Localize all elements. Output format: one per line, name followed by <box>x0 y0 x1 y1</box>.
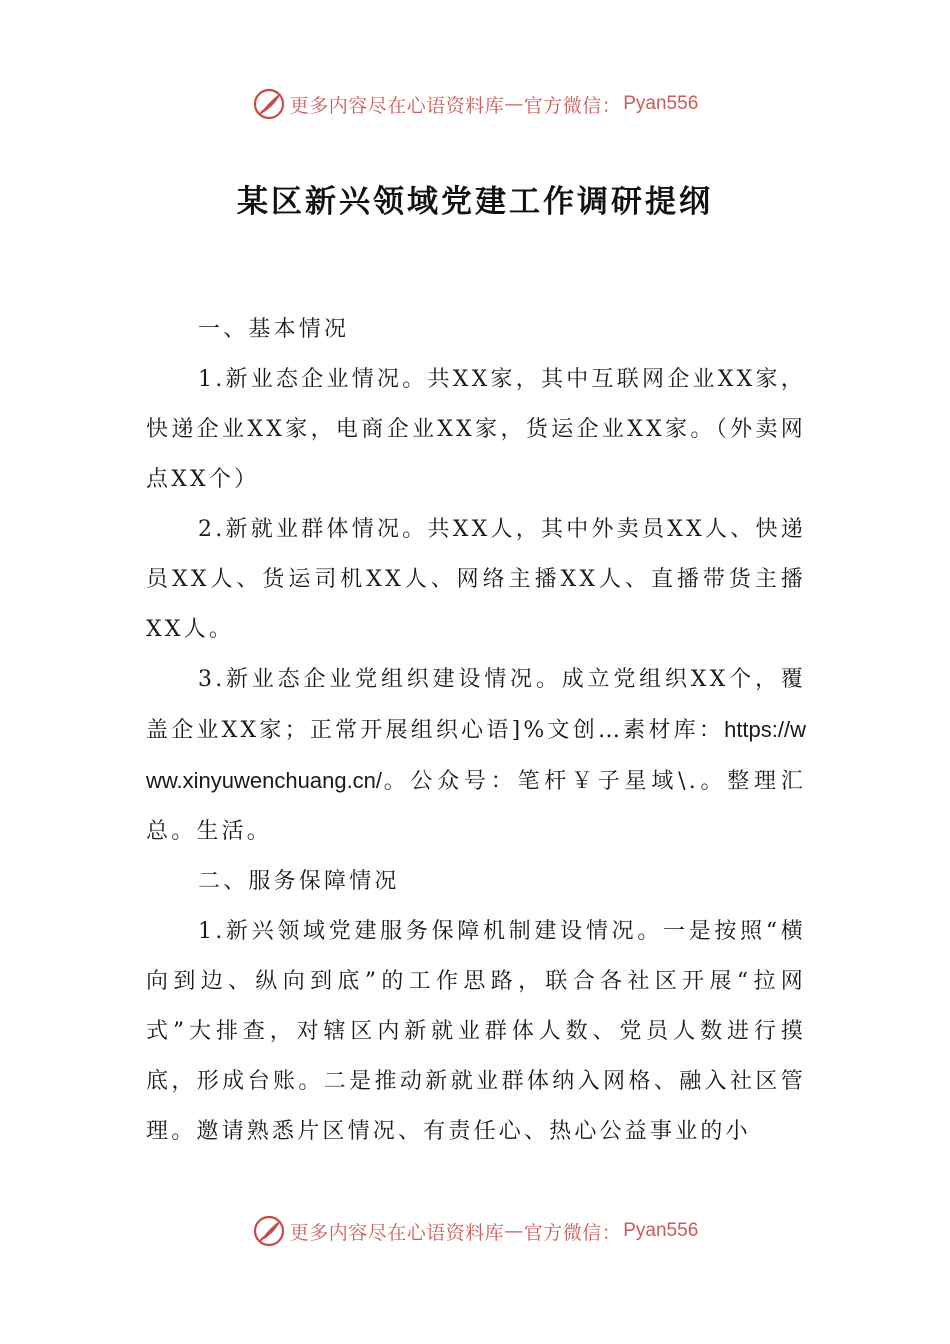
url-link[interactable]: https://www.xinyuwenchuang.cn/ <box>146 717 806 793</box>
banner-wechat-id: Pyan556 <box>623 1220 699 1241</box>
paragraph-party-organization-tail: 。公众号：笔杆￥子星域\.。整理汇总。生活。 <box>146 769 806 844</box>
paragraph-new-business: 1.新业态企业情况。共XX家，其中互联网企业XX家，快递企业XX家，电商企业XX家，货运企业XX家。（外卖网点XX个） <box>146 367 806 492</box>
banner-label: 官方微信： <box>523 94 622 117</box>
footer-banner <box>0 1211 950 1251</box>
banner-text: 更多内容尽在心语资料库 <box>289 94 505 117</box>
document-body <box>146 305 806 1157</box>
banner-wechat-id: Pyan556 <box>623 93 699 114</box>
banner-text: 更多内容尽在心语资料库 <box>289 1221 505 1244</box>
paragraph-party-organization <box>146 655 806 857</box>
document-title: 某区新兴领域党建工作调研提纲 <box>237 184 713 220</box>
header-banner <box>0 84 950 124</box>
paragraph-new-employment: 2.新就业群体情况。共XX人，其中外卖员XX人、快递员XX人、货运司机XX人、网络主播XX人、直播带货主播XX人。 <box>146 517 806 642</box>
paragraph-party-organization-text: 3.新业态企业党组织建设情况。成立党组织XX个，覆盖企业XX家；正常开展组织心语]%文创…素材库： <box>146 667 806 743</box>
section-heading-basic: 一、基本情况 <box>198 317 350 342</box>
quill-logo-icon <box>252 1214 286 1248</box>
paragraph-service-mechanism: 1.新兴领域党建服务保障机制建设情况。一是按照“横向到边、纵向到底”的工作思路，联合各社区开展“拉网式”大排查，对辖区内新就业群体人数、党员人数进行摸底，形成台账。二是推动新就业群体纳入网格、融入社区管理。邀请熟悉片区情况、有责任心、热心公益事业的小 <box>146 919 806 1144</box>
banner-dash: — <box>504 93 524 115</box>
banner-label: 官方微信： <box>523 1221 622 1244</box>
section-heading-service: 二、服务保障情况 <box>198 869 400 894</box>
quill-logo-icon <box>252 87 286 121</box>
banner-dash: — <box>504 1220 524 1242</box>
